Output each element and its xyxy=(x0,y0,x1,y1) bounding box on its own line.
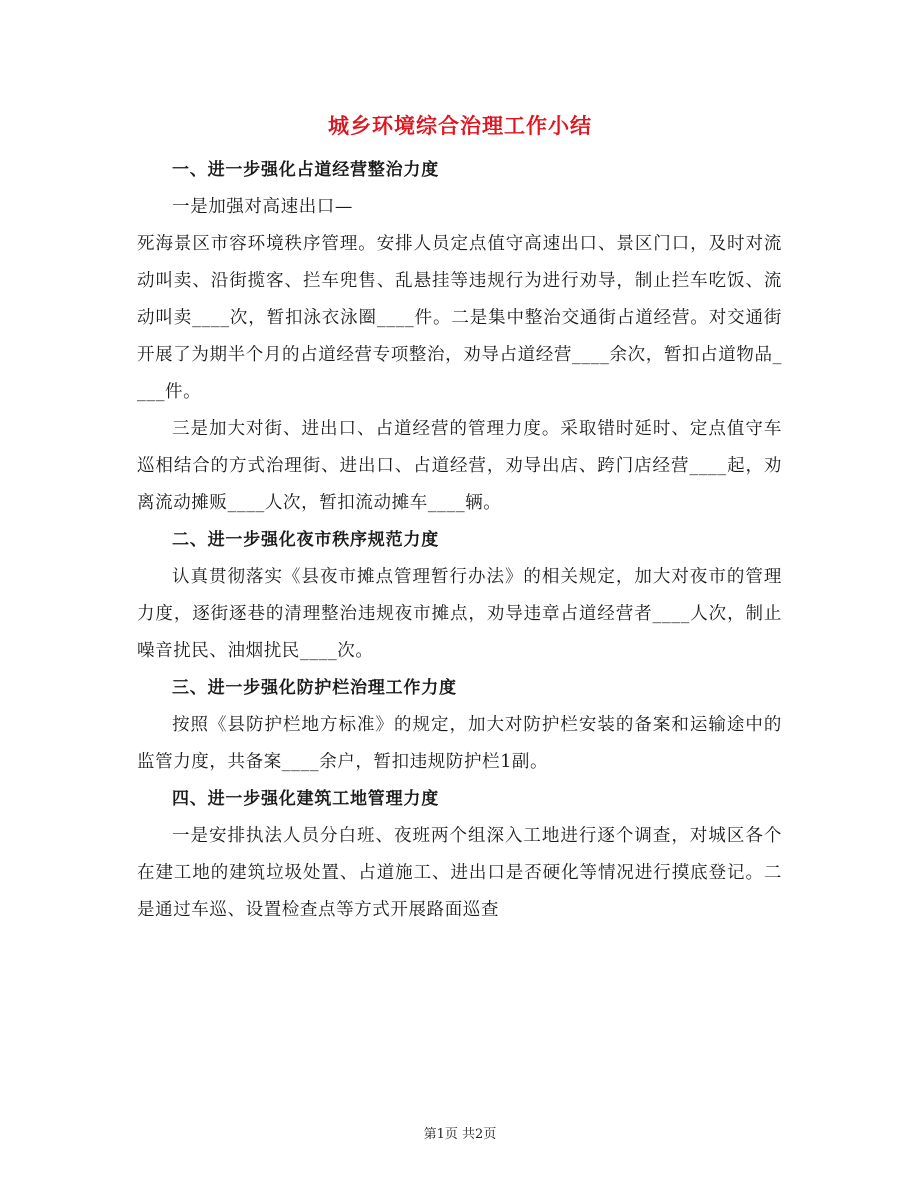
section-1-paragraph-3: 三是加大对街、进出口、占道经营的管理力度。采取错时延时、定点值守车巡相结合的方式治理街、进出口、占道经营，劝导出店、跨门店经营____起，劝离流动摊贩____人次，暂扣流动摊车____辆。 xyxy=(137,419,782,513)
section-1-paragraph-2: 死海景区市容环境秩序管理。安排人员定点值守高速出口、景区门口，及时对流动叫卖、沿街揽客、拦车兜售、乱悬挂等违规行为进行劝导，制止拦车吃饭、流动叫卖____次，暂扣泳衣泳圈____件。二是集中整治交通街占道经营。对交通街开展了为期半个月的占道经营专项整治，劝导占道经营____余次，暂扣占道物品____件。 xyxy=(137,234,782,402)
section-1-paragraph-1: 一是加强对高速出口— xyxy=(172,197,353,217)
section-4-heading: 四、进一步强化建筑工地管理力度 xyxy=(172,789,439,809)
section-4-paragraph-1: 一是安排执法人员分白班、夜班两个组深入工地进行逐个调查，对城区各个在建工地的建筑垃圾处置、占道施工、进出口是否硬化等情况进行摸底登记。二是通过车巡、设置检查点等方式开展路面巡查 xyxy=(137,826,782,920)
section-3-paragraph-1: 按照《县防护栏地方标准》的规定，加大对防护栏安装的备案和运输途中的监管力度，共备案____余户，暂扣违规防护栏1副。 xyxy=(137,715,782,772)
document-title: 城乡环境综合治理工作小结 xyxy=(328,113,592,138)
section-2-paragraph-1: 认真贯彻落实《县夜市摊点管理暂行办法》的相关规定，加大对夜市的管理力度，逐街逐巷的清理整治违规夜市摊点，劝导违章占道经营者____人次，制止噪音扰民、油烟扰民____次。 xyxy=(137,567,782,661)
section-1-heading: 一、进一步强化占道经营整治力度 xyxy=(172,160,439,180)
section-3-heading: 三、进一步强化防护栏治理工作力度 xyxy=(172,678,457,698)
section-2-heading: 二、进一步强化夜市秩序规范力度 xyxy=(172,530,439,550)
page-number: 第1页 共2页 xyxy=(423,1127,497,1142)
document-body xyxy=(137,152,782,929)
